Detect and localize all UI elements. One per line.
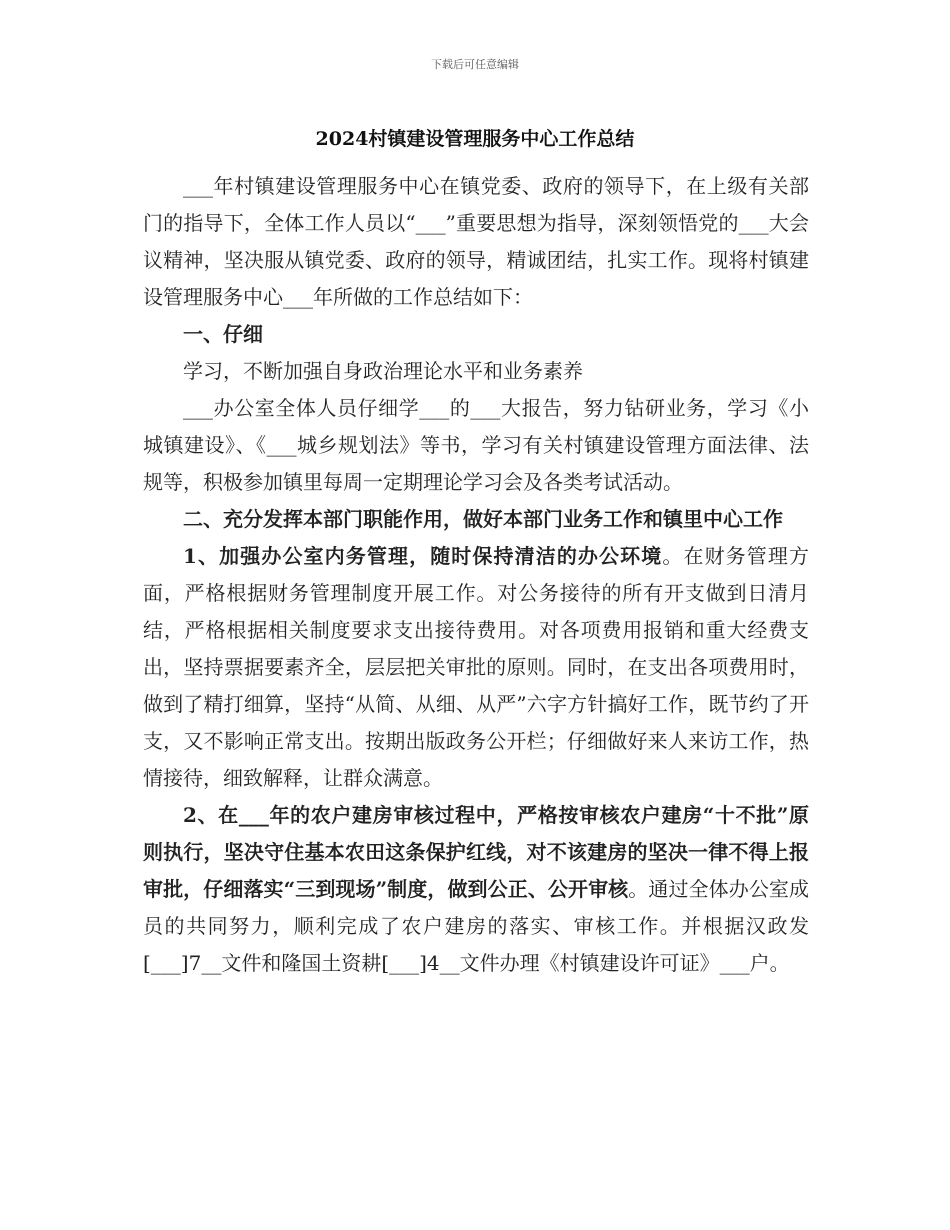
section2-heading: 二、充分发挥本部门职能作用，做好本部门业务工作和镇里中心工作 [183,507,783,531]
section2-item2 [143,797,809,982]
section2-item1 [143,538,809,797]
document-title: 2024村镇建设管理服务中心工作总结 [315,128,635,150]
section2-item2-lead: 2、在___年的农户建房审核过程中，严格按审核农户建房“十不批”原则执行，坚决守住基本农田这条保护红线，对不该建房的坚决一律不得上报审批，仔细落实“三到现场”制度，做到公正、公开审核 [143,803,809,901]
section2-item1-lead: 1、加强办公室内务管理，随时保持清洁的办公环境 [183,544,663,568]
section1-subline: 学习，不断加强自身政治理论水平和业务素养 [183,359,583,383]
section1-paragraph: ___办公室全体人员仔细学___的___大报告，努力钻研业务，学习《小城镇建设》、《___城乡规划法》等书，学习有关村镇建设管理方面法律、法规等，积极参加镇里每周一定期理论学习会及各类考试活动。 [143,396,809,494]
document-body [143,168,809,982]
header-note: 下载后可任意编辑 [431,58,519,71]
section2-item1-text: 。在财务管理方面，严格根据财务管理制度开展工作。对公务接待的所有开支做到日清月结，严格根据相关制度要求支出接待费用。对各项费用报销和重大经费支出，坚持票据要素齐全，层层把关审批的原则。同时，在支出各项费用时，做到了精打细算，坚持“从简、从细、从严”六字方针搞好工作，既节约了开支，又不影响正常支出。按期出版政务公开栏；仔细做好来人来访工作，热情接待，细致解释，让群众满意。 [143,544,809,790]
section2-item2-text: 。通过全体办公室成员的共同努力，顺利完成了农户建房的落实、审核工作。并根据汉政发[___]7__文件和隆国土资耕[___]4__文件办理《村镇建设许可证》___户。 [143,877,810,975]
section1-heading: 一、仔细 [183,322,263,346]
intro-paragraph: ___年村镇建设管理服务中心在镇党委、政府的领导下，在上级有关部门的指导下，全体工作人员以“___”重要思想为指导，深刻领悟党的___大会议精神，坚决服从镇党委、政府的领导，精诚团结，扎实工作。现将村镇建设管理服务中心___年所做的工作总结如下： [143,174,809,309]
